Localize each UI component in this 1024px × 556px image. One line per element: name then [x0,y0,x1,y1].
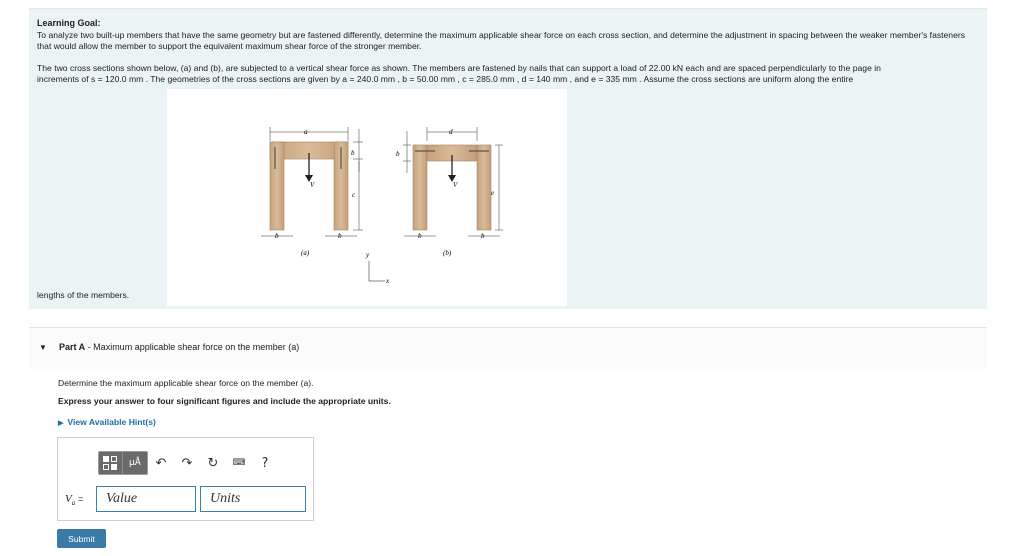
view-hints-label: View Available Hint(s) [67,417,156,427]
section-b-shear-label: V [453,181,458,189]
cross-section-figure [167,89,567,306]
undo-icon[interactable]: ↶ [155,455,167,471]
collapse-caret-icon[interactable]: ▼ [39,343,47,352]
caption-a: (a) [301,249,310,257]
answer-variable-label [65,493,83,507]
math-toolbar [98,450,278,476]
section-b-shape [413,145,491,230]
section-a-shear-label: V [310,181,315,189]
problem-tail-text: lengths of the members. [37,290,130,300]
problem-statement [37,63,972,85]
equals-sign: = [77,494,84,504]
dim-b-bottom-left-b: b [418,232,422,240]
axis-y-label: y [366,251,370,259]
view-hints-link[interactable] [58,417,156,427]
dim-d-label: d [449,128,453,136]
part-a-header[interactable] [29,327,987,369]
submit-button[interactable]: Submit [57,529,106,548]
part-a-prefix: Part A [59,342,86,352]
var-subscript: a [71,499,76,508]
dim-c-label: c [352,191,356,199]
learning-goal-panel [29,8,987,309]
dim-b-label-a: b [351,149,355,157]
learning-goal-text: To analyze two built-up members that have the same geometry but are fastened differently, determine the maximum applicable shear force on each cross section, and determine the adjustment in spacing between the weaker member's fasteners that would allow the member to support the equivalent maximum shear force of the stronger member. [37,30,966,51]
coordinate-axes [369,261,385,281]
dim-b-label-b: b [396,150,400,158]
toolbar-button-group [98,451,148,475]
instruction-text: Express your answer to four significant figures and include the appropriate units. [58,396,391,406]
var-symbol: V [65,493,72,505]
problem-line-2: increments of s = 120.0 mm . The geometries of the cross sections are given by a = 240.0 mm , b = 50.00 mm , c = 285.0 mm , d = 140 mm , and e = 335 mm . Assume the cross sections are uniform along the entire [37,74,854,84]
question-text: Determine the maximum applicable shear force on the member (a). [58,378,314,388]
section-a-shape [270,142,348,230]
answer-box [57,437,314,521]
dim-b-bottom-right-a: b [338,232,342,240]
dim-b-bottom-right-b: b [481,232,485,240]
units-button[interactable]: μÅ [123,452,147,474]
learning-goal-title: Learning Goal: [37,18,101,28]
keyboard-icon[interactable]: ⌨ [232,458,246,468]
value-input[interactable] [96,486,196,512]
help-icon[interactable]: ? [261,455,269,471]
templates-button[interactable] [99,452,123,474]
axis-x-label: x [386,277,390,285]
units-input[interactable] [200,486,306,512]
dim-a-label: a [304,128,308,136]
caption-b: (b) [443,249,452,257]
part-a-title-text: - Maximum applicable shear force on the member (a) [85,342,300,352]
part-a-title [59,342,299,352]
dim-b-bottom-left-a: b [275,232,279,240]
hint-triangle-icon: ▶ [58,420,64,427]
redo-icon[interactable]: ↷ [181,455,193,471]
cross-section-diagram [167,89,567,306]
reset-icon[interactable]: ↻ [207,455,219,471]
problem-line-1: The two cross sections shown below, (a) and (b), are subjected to a vertical shear force as shown. The members are fastened by nails that can support a load of 22.00 kN each and are spaced perpendicularly to the page in [37,63,881,73]
dim-e-label: e [491,189,495,197]
